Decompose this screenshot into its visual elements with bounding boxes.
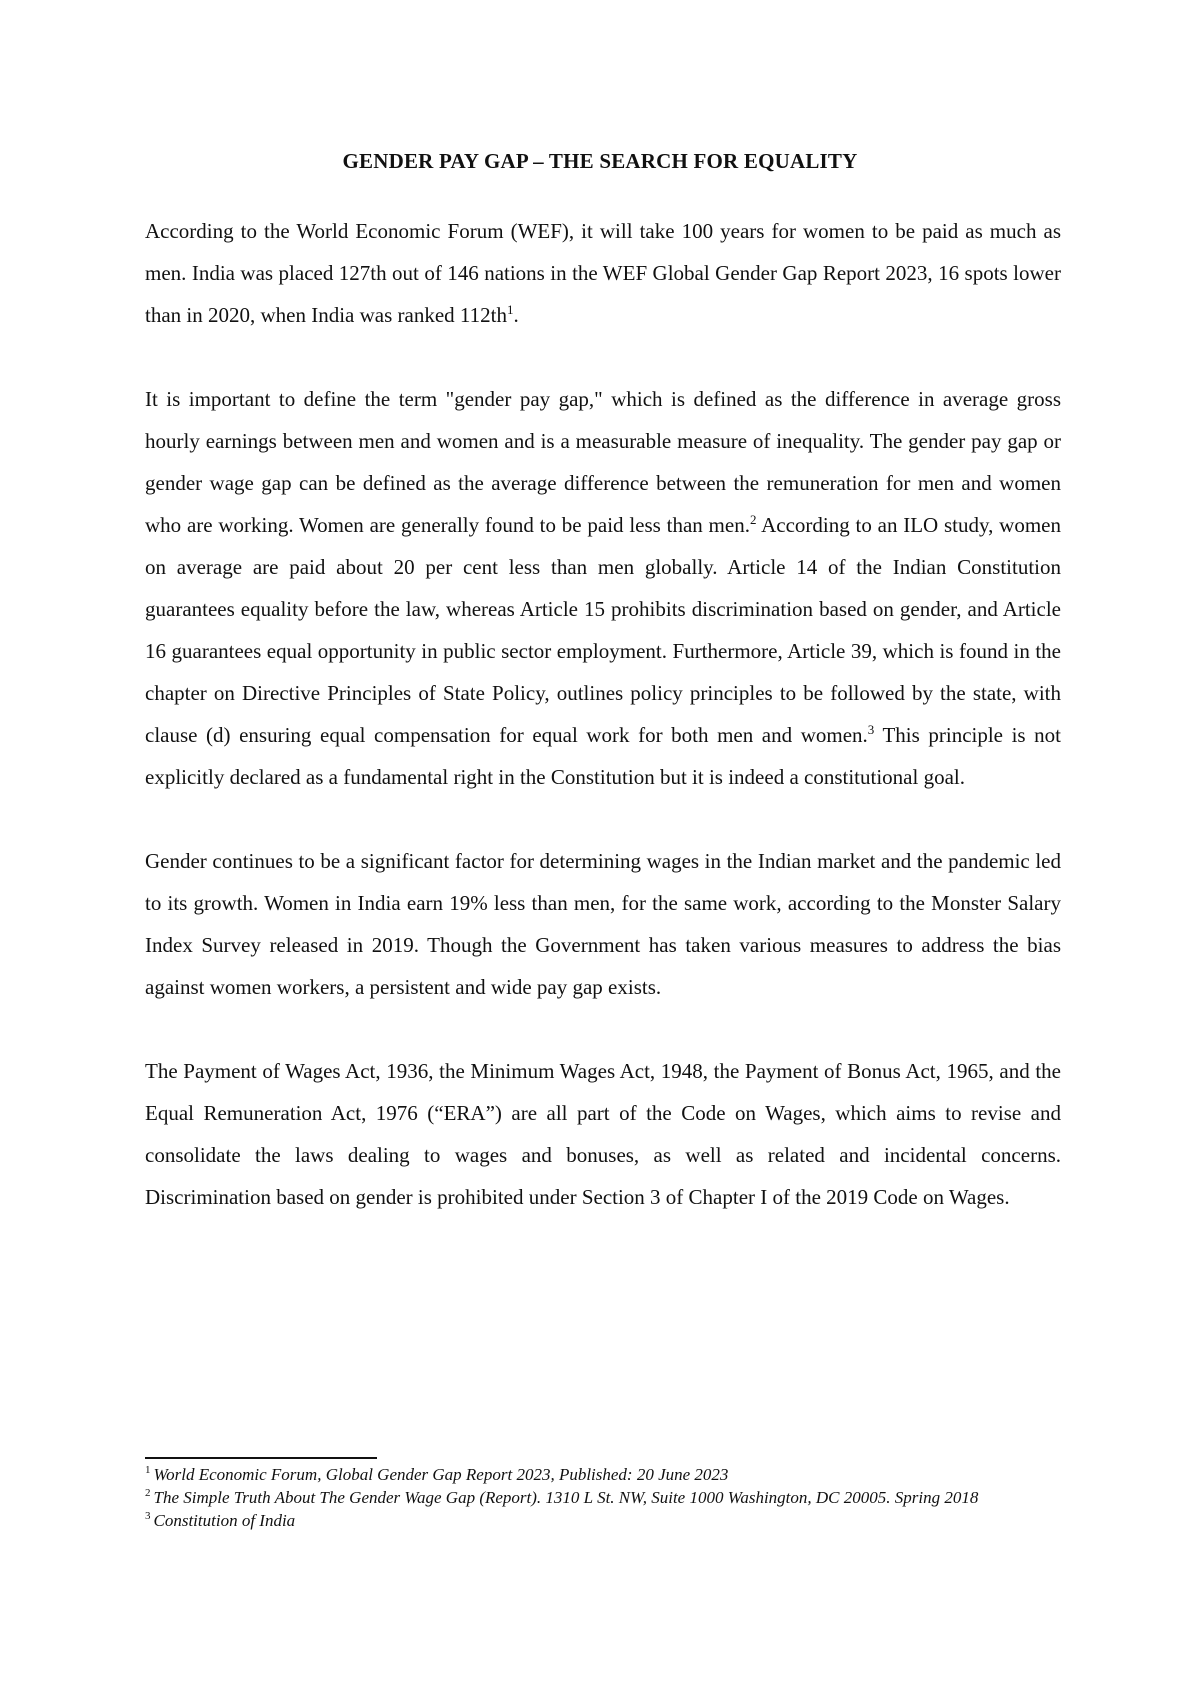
- document-title: GENDER PAY GAP – THE SEARCH FOR EQUALITY: [342, 149, 858, 173]
- paragraph-text: According to the World Economic Forum (WEF), it will take 100 years for women to be paid as much as men. India was placed 127th out of 146 nations in the WEF Global Gender Gap Report 2023, 16 spots lower than in 2020, when India was ranked 112th: [145, 219, 1061, 327]
- paragraph-text: This principle is not explicitly declared as a fundamental right in the Constitution but it is indeed a constitutional goal.: [145, 723, 1061, 789]
- footnote: [145, 1486, 1061, 1509]
- footnote-mark: 2: [145, 1487, 151, 1500]
- document-body: [145, 210, 1061, 1260]
- paragraph-text: According to an ILO study, women on average are paid about 20 per cent less than men globally. Article 14 of the Indian Constitution guarantees equality before the law, whereas Article 15 prohibits discrimination based on gender, and Article 16 guarantees equal opportunity in public sector employment. Furthermore, Article 39, which is found in the chapter on Directive Principles of State Policy, outlines policy principles to be followed by the state, with clause (d) ensuring equal compensation for equal work for both men and women.: [145, 513, 1061, 747]
- footnote-reference: 2: [749, 512, 757, 527]
- paragraph: [145, 210, 1061, 336]
- paragraph: [145, 378, 1061, 798]
- footnote-reference: 1: [506, 302, 514, 317]
- footnote-mark: 1: [145, 1464, 151, 1477]
- paragraph: [145, 1050, 1061, 1218]
- footnote-mark: 3: [145, 1510, 151, 1523]
- footnote: [145, 1509, 1061, 1532]
- paragraph-text: Gender continues to be a significant factor for determining wages in the Indian market and the pandemic led to its growth. Women in India earn 19% less than men, for the same work, according to the Monster Salary Index Survey released in 2019. Though the Government has taken various measures to address the bias against women workers, a persistent and wide pay gap exists.: [145, 849, 1061, 999]
- paragraph-text: The Payment of Wages Act, 1936, the Minimum Wages Act, 1948, the Payment of Bonus Act, 1965, and the Equal Remuneration Act, 1976 (“ERA”) are all part of the Code on Wages, which aims to revise and consolidate the laws dealing to wages and bonuses, as well as related and incidental concerns. Discrimination based on gender is prohibited under Section 3 of Chapter I of the 2019 Code on Wages.: [145, 1059, 1061, 1209]
- footnote-text: World Economic Forum, Global Gender Gap Report 2023, Published: 20 June 2023: [153, 1465, 729, 1484]
- footnote-text: Constitution of India: [153, 1511, 296, 1530]
- paragraph-text: It is important to define the term "gender pay gap," which is defined as the difference in average gross hourly earnings between men and women and is a measurable measure of inequality. The gender pay gap or gender wage gap can be defined as the average difference between the remuneration for men and women who are working. Women are generally found to be paid less than men.: [145, 387, 1061, 537]
- paragraph-text: .: [513, 303, 519, 327]
- footnote-separator: [145, 1457, 377, 1459]
- footnotes: [145, 1463, 1061, 1532]
- paragraph: [145, 840, 1061, 1008]
- footnote-reference: 3: [867, 722, 875, 737]
- footnote-text: The Simple Truth About The Gender Wage Gap (Report). 1310 L St. NW, Suite 1000 Washington, DC 20005. Spring 2018: [153, 1488, 979, 1507]
- footnote: [145, 1463, 1061, 1486]
